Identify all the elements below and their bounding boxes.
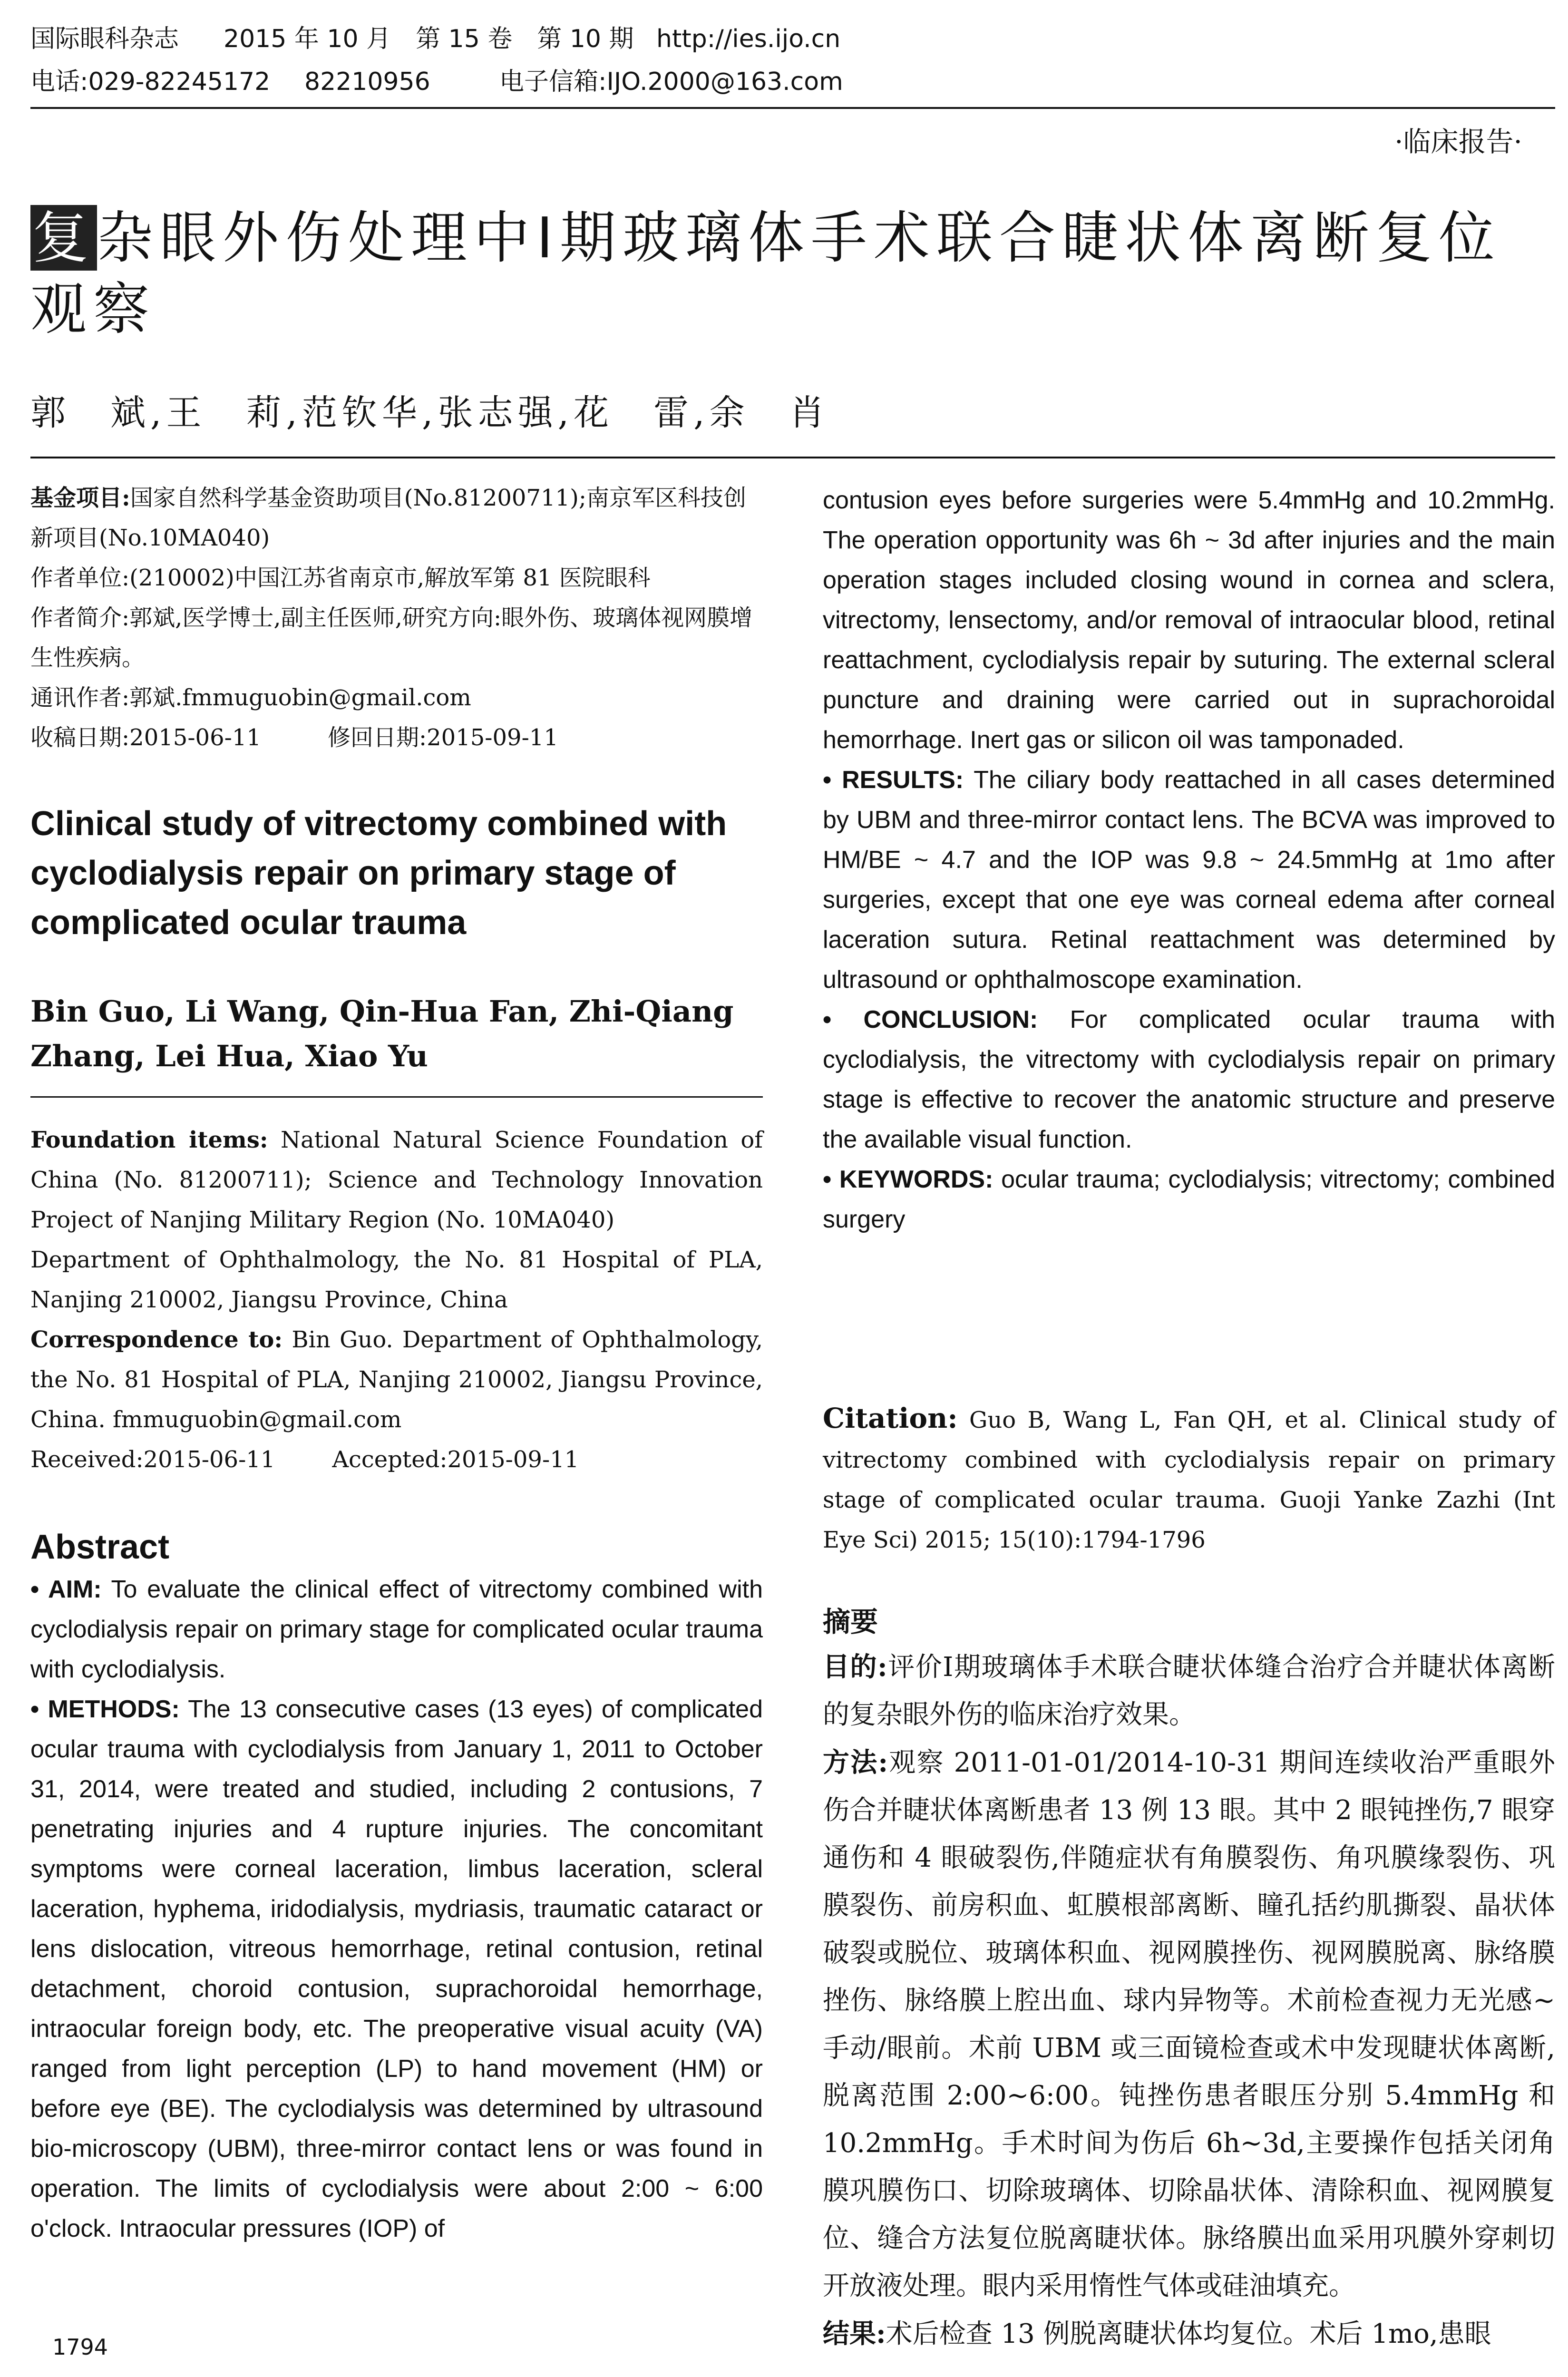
fund-label: 基金项目: — [30, 485, 130, 511]
journal-email[interactable]: 电子信箱:IJO.2000@163.com — [499, 68, 843, 96]
info-en-block — [30, 1120, 763, 1480]
title-first-char: 复 — [30, 205, 97, 271]
title-line2: 观察 — [30, 276, 156, 342]
received-en: Received:2015-06-11 — [30, 1446, 275, 1473]
results-cn-label: 结果: — [823, 2318, 886, 2349]
title-line1: 杂眼外伤处理中Ⅰ期玻璃体手术联合睫状体离断复位 — [97, 205, 1501, 271]
authors-en: Bin Guo, Li Wang, Qin-Hua Fan, Zhi-Qiang Zhang, Lei Hua, Xiao Yu — [30, 994, 734, 1073]
citation-label: Citation: — [823, 1402, 958, 1434]
authors-cn: 郭 斌,王 莉,范钦华,张志强,花 雷,余 肖 — [30, 392, 829, 433]
methods-continued: contusion eyes before surgeries were 5.4mmHg and 10.2mmHg. The operation opportunity was 6h ~ 3d after injuries and the main operation stages included closing wound in cornea and sclera, vitrectomy, lensectomy, and/or removal of intraocular blood, retinal reattachment, cyclodialysis repair by suturing. The external scleral puncture and draining were carried out in suprachoroidal hemorrhage. Inert gas or silicon oil was tamponaded. — [823, 487, 1555, 754]
fund-text: 国家自然科学基金资助项目(No.81200711);南京军区科技创新项目(No.10MA040) — [30, 485, 746, 551]
abstract-heading: Abstract — [30, 1528, 170, 1566]
methods-cn-label: 方法: — [823, 1747, 888, 1778]
corr-cn: 通讯作者:郭斌.fmmuguobin@gmail.com — [30, 684, 471, 711]
journal-name: 国际眼科杂志 — [30, 25, 179, 53]
keywords-text: ocular trauma; cyclodialysis; vitrectomy; combined surgery — [823, 1166, 1555, 1233]
results-label: • RESULTS: — [823, 766, 964, 794]
dept-text: Department of Ophthalmology, the No. 81 Hospital of PLA, Nanjing 210002, Jiangsu Province, China — [30, 1247, 763, 1313]
correspondence-label: Correspondence to: — [30, 1326, 283, 1353]
abstract-cn-heading: 摘要 — [823, 1606, 878, 1638]
methods-text: The 13 consecutive cases (13 eyes) of complicated ocular trauma with cyclodialysis from January 1, 2011 to October 31, 2014, were treated and studied, including 2 contusions, 7 penetrating injuries and 4 rupture injuries. The concomitant symptoms were corneal laceration, limbus laceration, scleral laceration, hyphema, iridodialysis, mydriasis, traumatic cataract or lens dislocation, vitreous hemorrhage, retinal contusion, retinal detachment, choroid contusion, suprachoroidal hemorrhage, intraocular foreign body, etc. The preoperative visual acuity (VA) ranged from light perception (LP) to hand movement (HM) or before eye (BE). The cyclodialysis was determined by ultrasound bio-microscopy (UBM), three-mirror contact lens or was found in operation. The limits of cyclodialysis were about 2:00 ~ 6:00 o'clock. Intraocular pressures (IOP) of — [30, 1695, 763, 2242]
info-cn-block — [30, 478, 763, 758]
section-tag: ·临床报告· — [1394, 126, 1522, 158]
aim-text: To evaluate the clinical effect of vitrectomy combined with cyclodialysis repair on primary stage for complicated ocular trauma with cyclodialysis. — [30, 1576, 763, 1683]
title-en: Clinical study of vitrectomy combined with cyclodialysis repair on primary stage of complicated ocular trauma — [30, 805, 727, 942]
conclusion-label: • CONCLUSION: — [823, 1006, 1038, 1033]
phone-number-2: 82210956 — [304, 68, 430, 96]
foundation-label: Foundation items: — [30, 1127, 268, 1153]
journal-url[interactable]: http://ies.ijo.cn — [656, 25, 841, 53]
header-divider — [30, 107, 1555, 109]
foundation-text: National Natural Science Foundation of China (No. 81200711); Science and Technology Innovation Project of Nanjing Military Region (No. 10MA040) — [30, 1127, 763, 1233]
citation-text: Guo B, Wang L, Fan QH, et al. Clinical study of vitrectomy combined with cyclodialysis repair on primary stage of complicated ocular trauma. Guoji Yanke Zazhi (Int Eye Sci) 2015; 15(10):1794-1796 — [823, 1407, 1555, 1553]
abstract-cn-body — [823, 1643, 1555, 2358]
results-cn-text: 术后检查 13 例脱离睫状体均复位。术后 1mo,患眼 — [886, 2319, 1491, 2349]
correspondence-text: Bin Guo. Department of Ophthalmology, the No. 81 Hospital of PLA, Nanjing 210002, Jiangsu Province, China. fmmuguobin@gmail.com — [30, 1326, 763, 1433]
authors-en-divider — [30, 1096, 763, 1098]
abstract-left — [30, 1569, 763, 2249]
conclusion-text: For complicated ocular trauma with cyclodialysis, the vitrectomy with cyclodialysis repair on primary stage is effective to recover the anatomic structure and preserve the available visual function. — [823, 1006, 1555, 1153]
page-number: 1794 — [52, 2334, 108, 2360]
title-cn — [30, 202, 1555, 345]
unit-text: 作者单位:(210002)中国江苏省南京市,解放军第 81 医院眼科 — [30, 565, 651, 591]
revised-cn: 修回日期:2015-09-11 — [327, 724, 558, 751]
aim-cn-text: 评价Ⅰ期玻璃体手术联合睫状体缝合治疗合并睫状体离断的复杂眼外伤的临床治疗效果。 — [823, 1652, 1556, 1730]
abstract-right — [823, 480, 1555, 1239]
aim-cn-label: 目的: — [823, 1651, 887, 1683]
aim-label: • AIM: — [30, 1576, 102, 1603]
methods-label: • METHODS: — [30, 1695, 180, 1723]
results-text: The ciliary body reattached in all cases determined by UBM and three-mirror contact lens. The BCVA was improved to HM/BE ~ 4.7 and the IOP was 9.8 ~ 24.5mmHg at 1mo after surgeries, except that one eye was corneal edema after corneal laceration sutura. Retinal reattachment was determined by ultrasound or ophthalmoscope examination. — [823, 766, 1555, 994]
authors-divider — [30, 457, 1555, 458]
citation-block — [823, 1398, 1555, 1560]
keywords-label: • KEYWORDS: — [823, 1166, 993, 1193]
issue-info: 2015 年 10 月 第 15 卷 第 10 期 — [224, 25, 634, 53]
methods-cn-text: 观察 2011-01-01/2014-10-31 期间连续收治严重眼外伤合并睫状体离断患者 13 例 13 眼。其中 2 眼钝挫伤,7 眼穿通伤和 4 眼破裂伤,伴随症状有角膜裂伤、角巩膜缘裂伤、巩膜裂伤、前房积血、虹膜根部离断、瞳孔括约肌撕裂、晶状体破裂或脱位、玻璃体积血、视网膜挫伤、视网膜脱离、脉络膜挫伤、脉络膜上腔出血、球内异物等。术前检查视力无光感~手动/眼前。术前 UBM 或三面镜检查或术中发现睫状体离断,脱离范围 2:00~6:00。钝挫伤患者眼压分别 5.4mmHg 和 10.2mmHg。手术时间为伤后 6h~3d,主要操作包括关闭角膜巩膜伤口、切除玻璃体、切除晶状体、清除积血、视网膜复位、缝合方法复位脱离睫状体。脉络膜出血采用巩膜外穿刺切开放液处理。眼内采用惰性气体或硅油填充。 — [823, 1747, 1556, 2301]
author-intro: 作者简介:郭斌,医学博士,副主任医师,研究方向:眼外伤、玻璃体视网膜增生性疾病。 — [30, 604, 753, 671]
received-cn: 收稿日期:2015-06-11 — [30, 724, 261, 751]
phone-number: 电话:029-82245172 — [30, 68, 271, 96]
accepted-en: Accepted:2015-09-11 — [332, 1446, 579, 1473]
